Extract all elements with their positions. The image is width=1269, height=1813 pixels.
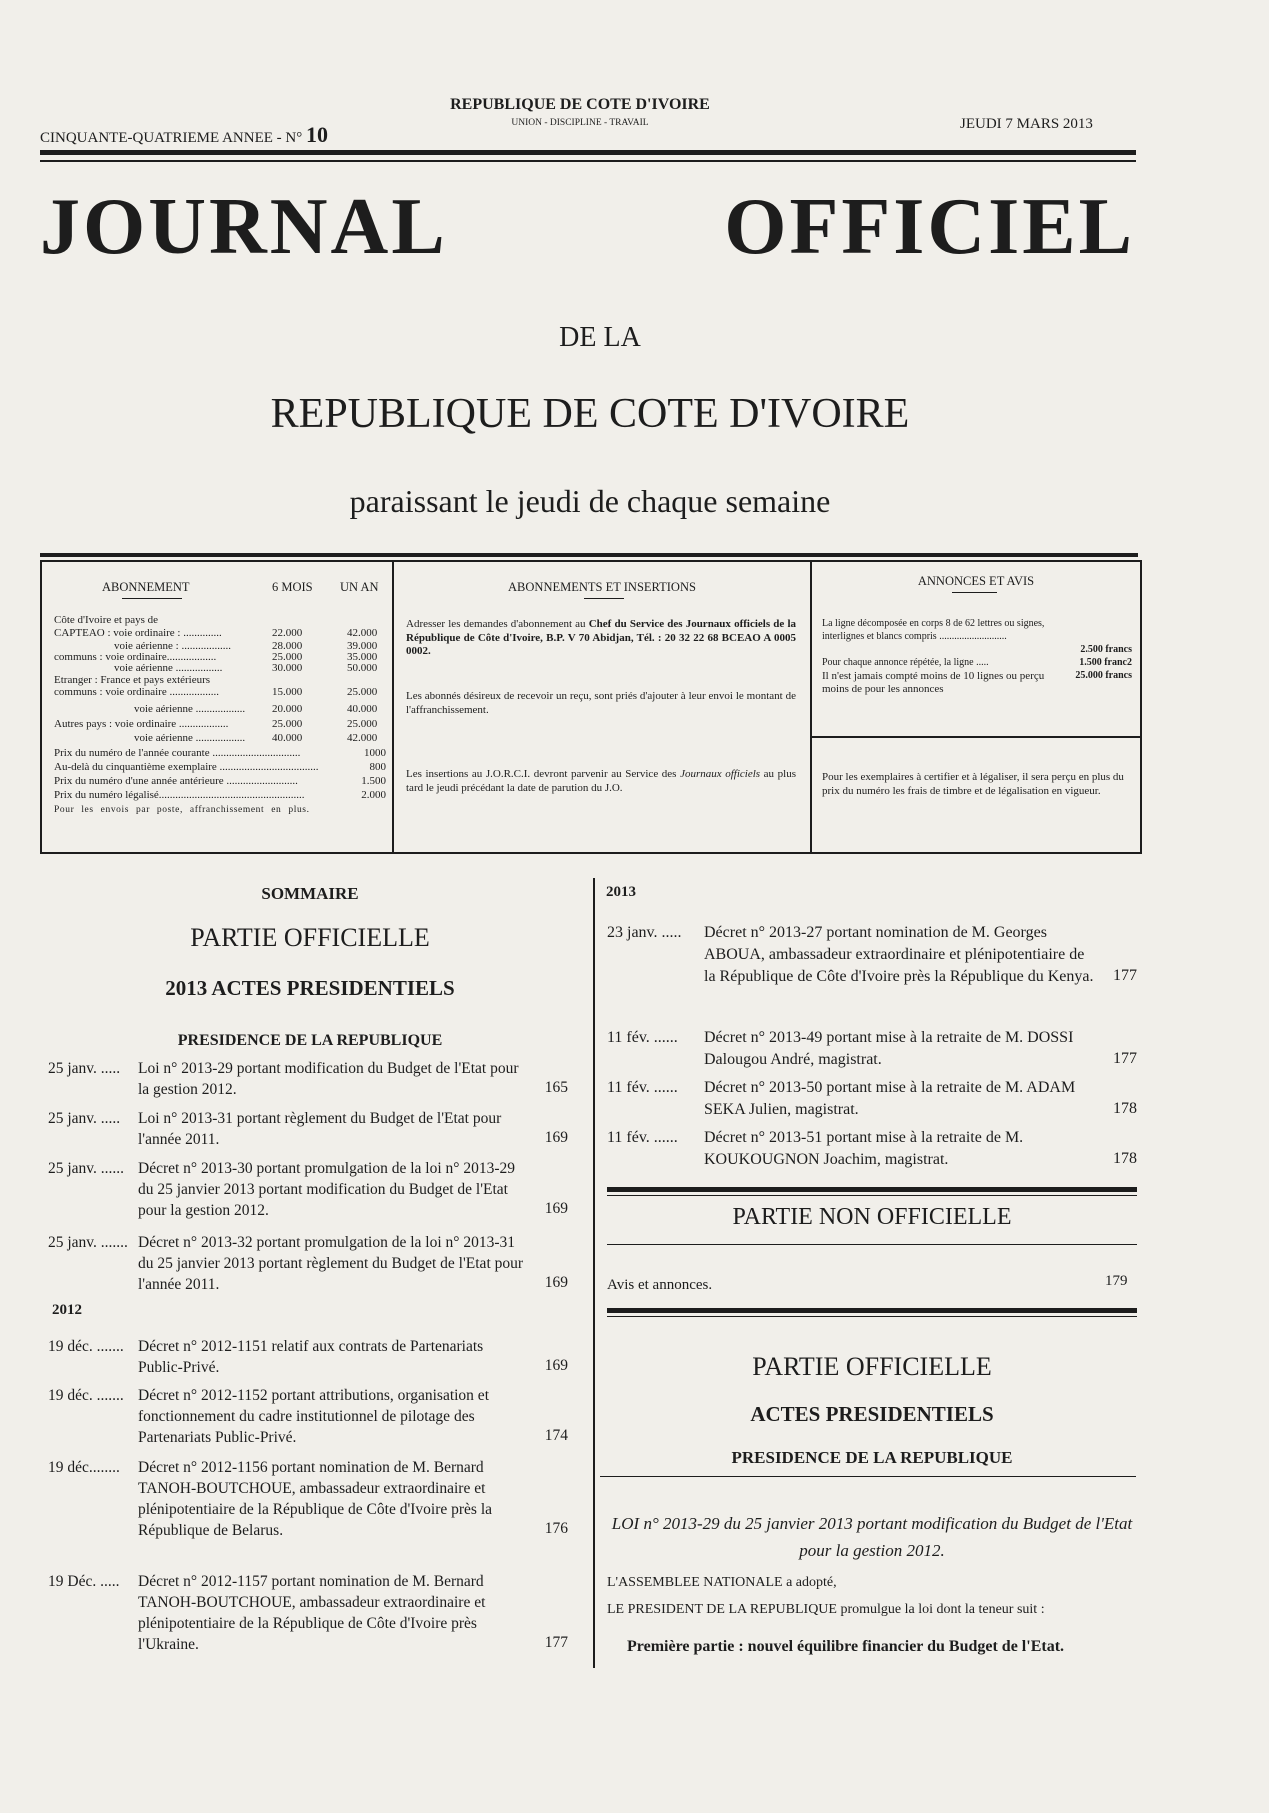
toc-entry bbox=[48, 1336, 588, 1378]
price-value: 2.000 bbox=[361, 789, 386, 801]
row-6m: 40.000 bbox=[272, 732, 303, 744]
six-months-header: 6 MOIS bbox=[272, 580, 313, 594]
abonnement-header: ABONNEMENT bbox=[102, 580, 190, 594]
toc-page: 176 bbox=[544, 1520, 568, 1537]
abonnement-address-intro: Adresser les demandes d'abonnement au bbox=[406, 618, 586, 630]
row-6m: 30.000 bbox=[272, 662, 303, 674]
row-label: communs : voie ordinaire .................. bbox=[54, 686, 219, 698]
subscription-row bbox=[114, 662, 222, 674]
subscription-table bbox=[40, 560, 1142, 854]
price-label: Prix du numéro légalisé..................................................... bbox=[54, 789, 305, 801]
abonnement-header-underline bbox=[122, 598, 182, 599]
table-top-rule bbox=[40, 553, 1138, 557]
toc-text: Décret n° 2012-1151 relatif aux contrats de Partenariats Public-Privé. bbox=[138, 1338, 484, 1376]
header-rule-thick bbox=[40, 150, 1136, 155]
toc-page: 169 bbox=[544, 1129, 568, 1146]
toc-text: Décret n° 2013-30 portant promulgation de la loi n° 2013-29 du 25 janvier 2013 portant modification du Budget de l'Etat pour la gestion 2012. bbox=[138, 1160, 515, 1219]
sommaire-heading: SOMMAIRE bbox=[261, 884, 359, 903]
body-actes: ACTES PRESIDENTIELS bbox=[750, 1402, 994, 1426]
body-presidence: PRESIDENCE DE LA REPUBLIQUE bbox=[731, 1448, 1013, 1467]
toc-entry bbox=[48, 1457, 588, 1541]
row-6m: 20.000 bbox=[272, 703, 303, 715]
abonnements-insertions-column bbox=[394, 562, 812, 852]
non-officielle-rule-top-thin bbox=[607, 1195, 1137, 1196]
sommaire-actes: 2013 ACTES PRESIDENTIELS bbox=[165, 976, 455, 1000]
toc-date: 19 déc. ....... bbox=[48, 1387, 124, 1404]
region-label-2: Etranger : France et pays extérieurs bbox=[54, 674, 211, 686]
issue-label bbox=[40, 122, 328, 148]
legalisation-note: Pour les exemplaires à certifier et à légaliser, il sera perçu en plus du prix du numéro les frais de timbre et de légalisation en vigueur. bbox=[822, 771, 1124, 797]
toc-entry bbox=[48, 1232, 588, 1295]
header-republic-block bbox=[420, 96, 740, 128]
non-officielle-rule-top bbox=[607, 1187, 1137, 1192]
body-presidence-underline bbox=[600, 1476, 1136, 1477]
year-2013-right: 2013 bbox=[606, 884, 636, 900]
row-1y: 35.000 bbox=[347, 651, 378, 663]
body-rule-top-thin bbox=[607, 1316, 1137, 1317]
abonnement-address-paragraph bbox=[406, 618, 796, 659]
price-row bbox=[54, 775, 354, 787]
row-label: voie aérienne : .................. bbox=[114, 640, 231, 652]
toc-page: 169 bbox=[544, 1274, 568, 1291]
body-partie-officielle: PARTIE OFFICIELLE bbox=[752, 1352, 992, 1381]
issue-number: 10 bbox=[305, 122, 328, 147]
header-rule-thin bbox=[40, 160, 1136, 162]
toc-date: 25 janv. ....... bbox=[48, 1234, 128, 1251]
toc-entry bbox=[48, 1158, 588, 1221]
subscription-row bbox=[54, 718, 228, 730]
price-row bbox=[54, 761, 354, 773]
insertions-text-a: Les insertions au J.O.R.C.I. devront parvenir au Service des bbox=[406, 768, 677, 780]
row-6m: 15.000 bbox=[272, 686, 303, 698]
row-6m: 28.000 bbox=[272, 640, 303, 652]
annonces-underline bbox=[952, 592, 997, 593]
title-de-la: DE LA bbox=[559, 322, 641, 353]
price-label: Au-delà du cinquantième exemplaire .................................... bbox=[54, 761, 319, 773]
toc-text: Décret n° 2013-27 portant nomination de M. Georges ABOUA, ambassadeur extraordinaire et plénipotentiaire de la République de Côte d'Ivoire près la République du Kenya. bbox=[704, 924, 1094, 985]
toc-page: 174 bbox=[544, 1427, 568, 1444]
insertions-text-italic: Journaux officiels bbox=[680, 768, 761, 780]
toc-date: 19 Déc. ..... bbox=[48, 1573, 120, 1590]
toc-page: 169 bbox=[544, 1200, 568, 1217]
row-1y: 42.000 bbox=[347, 732, 378, 744]
toc-entry bbox=[48, 1108, 588, 1150]
insertions-text-b: au plus tard le jeudi précédant la date de parution du J.O. bbox=[406, 768, 796, 794]
title-tagline: paraissant le jeudi de chaque semaine bbox=[349, 483, 831, 519]
toc-entry bbox=[48, 1571, 588, 1655]
toc-date: 19 déc........ bbox=[48, 1459, 120, 1476]
toc-entry-right bbox=[607, 1027, 1137, 1071]
toc-date: 25 janv. ..... bbox=[48, 1060, 121, 1077]
region-label-1: Côte d'Ivoire et pays de bbox=[54, 614, 159, 626]
toc-text: Décret n° 2012-1156 portant nomination de M. Bernard TANOH-BOUTCHOUE, ambassadeur extraordinaire et plénipotentiaire de la République de Côte d'Ivoire près la République de Belarus. bbox=[138, 1459, 493, 1539]
annonce-price-3: 25.000 francs bbox=[1075, 670, 1132, 681]
toc-text: Décret n° 2012-1157 portant nomination de M. Bernard TANOH-BOUTCHOUE, ambassadeur extraordinaire et plénipotentiaire de la République de Côte d'Ivoire près l'Ukraine. bbox=[138, 1573, 486, 1653]
toc-text: Loi n° 2013-29 portant modification du Budget de l'Etat pour la gestion 2012. bbox=[138, 1060, 519, 1098]
premiere-partie: Première partie : nouvel équilibre financier du Budget de l'Etat. bbox=[627, 1638, 1065, 1655]
row-1y: 40.000 bbox=[347, 703, 378, 715]
toc-entry-right bbox=[607, 1127, 1137, 1171]
sommaire-column-divider bbox=[593, 878, 595, 1668]
postal-note: Pour les envois par poste, affranchissement en plus. bbox=[54, 805, 310, 815]
toc-page: 177 bbox=[1113, 967, 1137, 984]
annonce-line-1: La ligne décomposée en corps 8 de 62 lettres ou signes, interlignes et blancs compris ........................... bbox=[822, 618, 1045, 642]
toc-entry-right bbox=[607, 1077, 1137, 1121]
avis-page: 179 bbox=[1105, 1273, 1128, 1289]
header-motto: UNION - DISCIPLINE - TRAVAIL bbox=[511, 118, 649, 128]
price-label: Prix du numéro de l'année courante ................................ bbox=[54, 747, 301, 759]
avis-annonces: Avis et annonces. bbox=[607, 1277, 713, 1293]
insertions-paragraph bbox=[406, 768, 796, 795]
toc-text: Décret n° 2012-1152 portant attributions, organisation et fonctionnement du cadre institutionnel de pilotage des Partenariats Public-Privé. bbox=[138, 1387, 489, 1446]
toc-entry bbox=[48, 1385, 588, 1448]
annonce-price-1: 2.500 francs bbox=[1080, 644, 1132, 655]
journal-title bbox=[40, 182, 1135, 273]
row-label: voie aérienne .................. bbox=[134, 732, 246, 744]
toc-page: 178 bbox=[1113, 1100, 1137, 1117]
annonces-divider bbox=[812, 736, 1140, 738]
toc-entry bbox=[48, 1058, 588, 1100]
row-1y: 39.000 bbox=[347, 640, 378, 652]
issue-date: JEUDI 7 MARS 2013 bbox=[960, 116, 1093, 132]
journal-title-word1: JOURNAL bbox=[40, 183, 448, 271]
toc-page: 177 bbox=[1113, 1050, 1137, 1067]
toc-date: 25 janv. ..... bbox=[48, 1110, 121, 1127]
toc-text: Décret n° 2013-50 portant mise à la retraite de M. ADAM SEKA Julien, magistrat. bbox=[704, 1079, 1076, 1118]
row-6m: 25.000 bbox=[272, 718, 303, 730]
row-1y: 50.000 bbox=[347, 662, 378, 674]
toc-page: 178 bbox=[1113, 1150, 1137, 1167]
header-republic: REPUBLIQUE DE COTE D'IVOIRE bbox=[450, 96, 710, 113]
row-6m: 22.000 bbox=[272, 627, 303, 639]
sommaire-partie-officielle: PARTIE OFFICIELLE bbox=[190, 923, 430, 952]
abonnements-insertions-heading: ABONNEMENTS ET INSERTIONS bbox=[508, 580, 696, 594]
toc-date: 23 janv. ..... bbox=[607, 924, 682, 941]
issue-label-text: CINQUANTE-QUATRIEME ANNEE - N° bbox=[40, 130, 303, 146]
row-label: voie aérienne ................. bbox=[114, 662, 223, 674]
row-1y: 25.000 bbox=[347, 686, 378, 698]
toc-date: 11 fév. ...... bbox=[607, 1029, 678, 1046]
partie-non-officielle: PARTIE NON OFFICIELLE bbox=[732, 1204, 1012, 1230]
sommaire-presidence: PRESIDENCE DE LA REPUBLIQUE bbox=[177, 1032, 443, 1049]
annonce-line-3: Il n'est jamais compté moins de 10 lignes ou perçu moins de pour les annonces bbox=[822, 670, 1045, 695]
toc-date: 19 déc. ....... bbox=[48, 1338, 124, 1355]
row-label: communs : voie ordinaire.................. bbox=[54, 651, 217, 663]
toc-text: Décret n° 2013-32 portant promulgation de la loi n° 2013-31 du 25 janvier 2013 portant règlement du Budget de l'Etat pour l'année 2011. bbox=[138, 1234, 524, 1293]
row-1y: 42.000 bbox=[347, 627, 378, 639]
row-1y: 25.000 bbox=[347, 718, 378, 730]
toc-date: 25 janv. ...... bbox=[48, 1160, 125, 1177]
toc-text: Loi n° 2013-31 portant règlement du Budget de l'Etat pour l'année 2011. bbox=[138, 1110, 502, 1148]
price-value: 1000 bbox=[364, 747, 386, 759]
toc-page: 165 bbox=[544, 1079, 568, 1096]
row-label: voie aérienne .................. bbox=[134, 703, 246, 715]
loi-title: LOI n° 2013-29 du 25 janvier 2013 portant modification du Budget de l'Etat pour la gestion 2012. bbox=[611, 1514, 1133, 1560]
toc-page: 169 bbox=[544, 1357, 568, 1374]
price-value: 1.500 bbox=[361, 775, 386, 787]
non-officielle-underline bbox=[607, 1244, 1137, 1245]
annonce-line-2: Pour chaque annonce répétée, la ligne ..... bbox=[822, 657, 989, 668]
assemblee-nationale: L'ASSEMBLEE NATIONALE a adopté, bbox=[607, 1575, 837, 1590]
toc-date: 11 fév. ...... bbox=[607, 1129, 678, 1146]
title-republic: REPUBLIQUE DE COTE D'IVOIRE bbox=[270, 391, 910, 437]
abonnement-column bbox=[42, 562, 394, 852]
one-year-header: UN AN bbox=[340, 580, 379, 594]
subscription-row bbox=[134, 703, 245, 715]
recu-paragraph: Les abonnés désireux de recevoir un reçu, sont priés d'ajouter à leur envoi le montant de l'affranchissement. bbox=[406, 690, 796, 716]
annonces-column bbox=[812, 562, 1140, 852]
subscription-row bbox=[54, 627, 222, 639]
row-6m: 25.000 bbox=[272, 651, 303, 663]
annonce-price-2: 1.500 franc2 bbox=[1079, 657, 1132, 668]
price-value: 800 bbox=[369, 761, 386, 773]
president-promulgue: LE PRESIDENT DE LA REPUBLIQUE promulgue la loi dont la teneur suit : bbox=[607, 1602, 1045, 1617]
price-row bbox=[54, 789, 354, 801]
body-rule-top bbox=[607, 1308, 1137, 1313]
year-2012: 2012 bbox=[52, 1302, 82, 1318]
subscription-row bbox=[134, 732, 245, 744]
journal-title-word2: OFFICIEL bbox=[724, 183, 1135, 271]
price-label: Prix du numéro d'une année antérieure .......................... bbox=[54, 775, 298, 787]
toc-text: Décret n° 2013-49 portant mise à la retraite de M. DOSSI Dalougou André, magistrat. bbox=[704, 1029, 1074, 1068]
heading-underline bbox=[584, 598, 624, 599]
row-label: CAPTEAO : voie ordinaire : .............. bbox=[54, 627, 222, 639]
toc-text: Décret n° 2013-51 portant mise à la retraite de M. KOUKOUGNON Joachim, magistrat. bbox=[704, 1129, 1024, 1168]
toc-date: 11 fév. ...... bbox=[607, 1079, 678, 1096]
toc-page: 177 bbox=[544, 1634, 568, 1651]
row-label: Autres pays : voie ordinaire .................. bbox=[54, 718, 229, 730]
annonces-heading: ANNONCES ET AVIS bbox=[917, 574, 1035, 588]
price-row bbox=[54, 747, 354, 759]
toc-entry-right bbox=[607, 922, 1137, 988]
abonnement-address: Chef du Service des Journaux officiels de la République de Côte d'Ivoire, B.P. V 70 Abidjan, Tél. : 20 32 22 68 BCEAO A 0005 0002. bbox=[406, 618, 796, 657]
subscription-row bbox=[54, 686, 219, 698]
